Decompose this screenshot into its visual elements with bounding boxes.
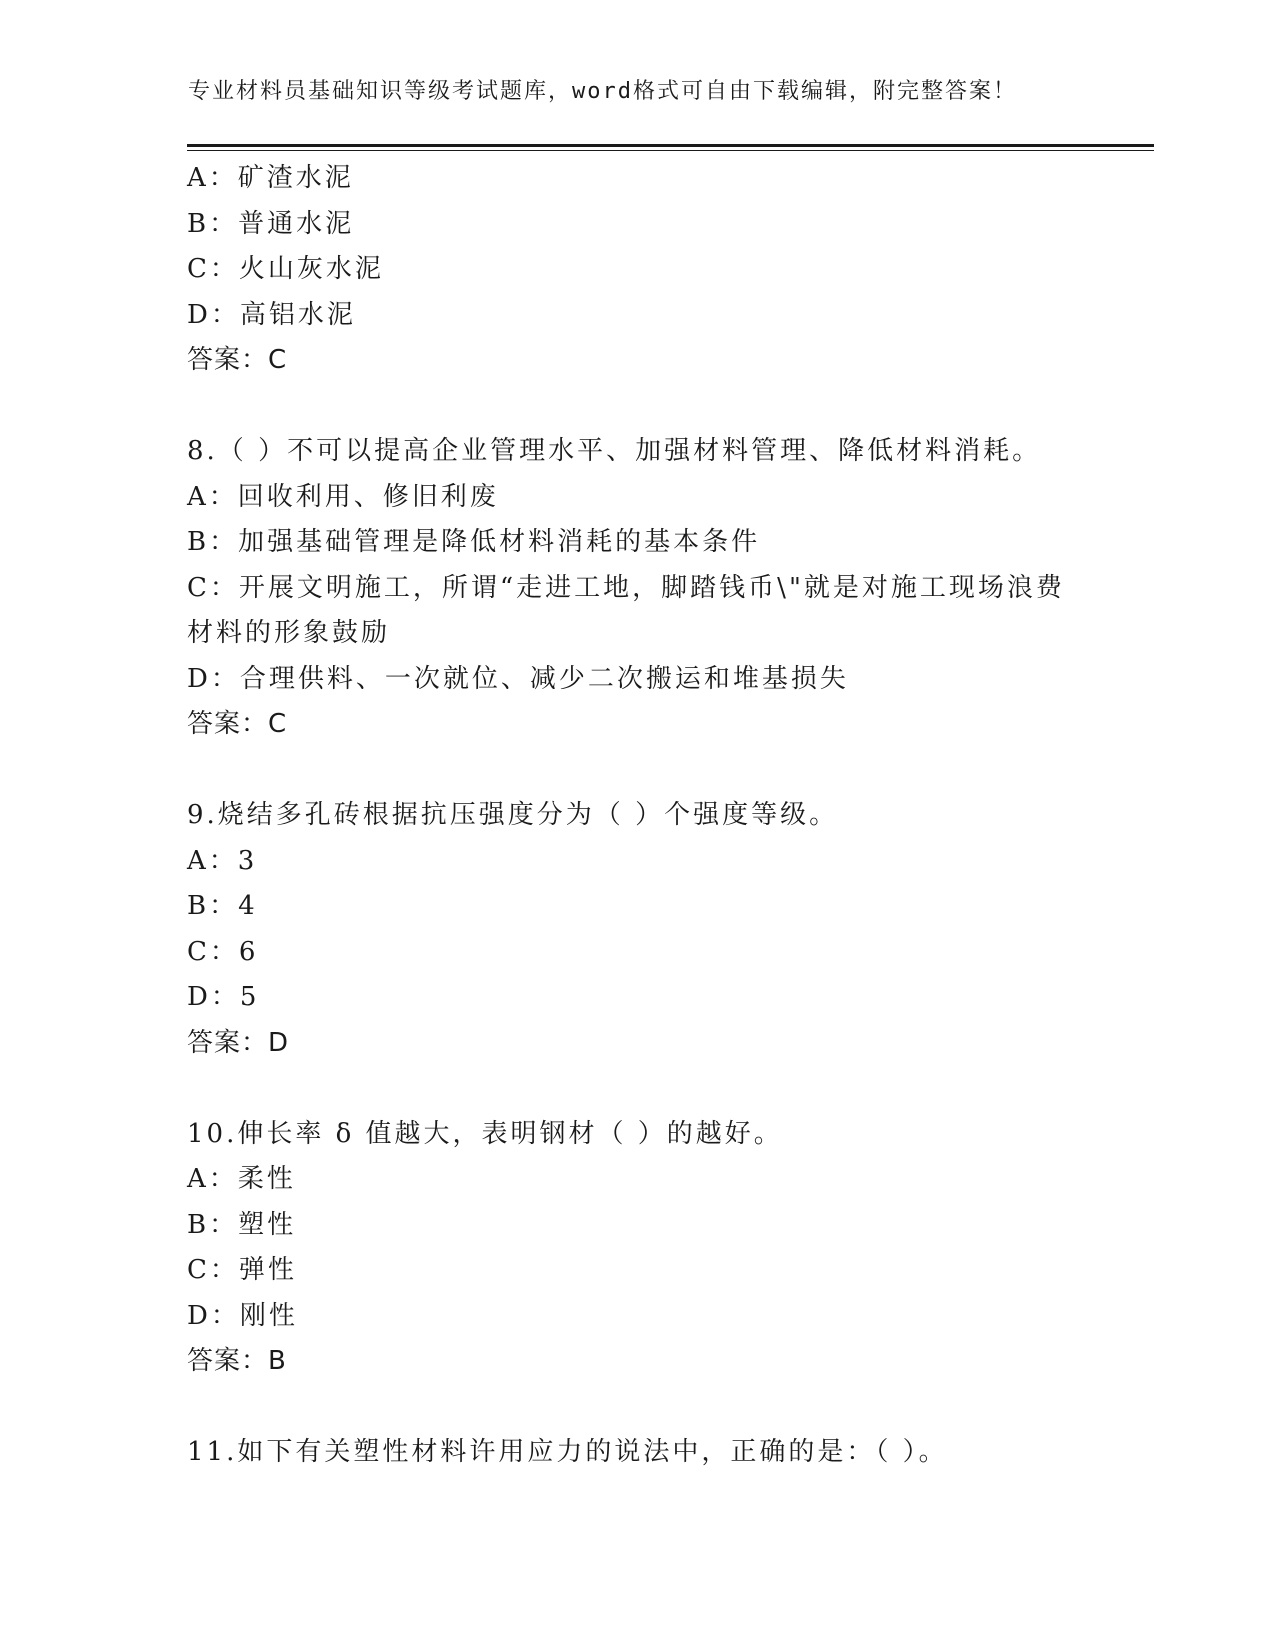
- option-c: C：6: [187, 936, 259, 967]
- page-header: 专业材料员基础知识等级考试题库，word格式可自由下载编辑，附完整答案！: [188, 79, 1017, 104]
- option-b: B：4: [187, 891, 258, 921]
- question-10: [187, 1112, 1087, 1385]
- spacer: [187, 748, 1087, 794]
- answer: 答案：D: [187, 1027, 290, 1058]
- answer: 答案：C: [187, 345, 288, 375]
- option-c-continued: 材料的形象鼓励: [187, 618, 391, 648]
- option-d: D：合理供料、一次就位、减少二次搬运和堆基损失: [187, 663, 849, 694]
- option-c: C：火山灰水泥: [187, 254, 384, 284]
- question-9: [187, 793, 1087, 1066]
- option-c: C：开展文明施工，所谓“走进工地，脚踏钱币\"就是对施工现场浪费: [187, 572, 1065, 603]
- option-a: A：回收利用、修旧利废: [187, 481, 499, 512]
- question-list: [187, 156, 1087, 1476]
- spacer: [187, 1066, 1087, 1112]
- option-d: D：5: [187, 982, 260, 1012]
- spacer: [187, 1385, 1087, 1431]
- answer: 答案：B: [187, 1346, 287, 1376]
- answer: 答案：C: [187, 709, 288, 739]
- question-text: 8.（ ）不可以提高企业管理水平、加强材料管理、降低材料消耗。: [187, 436, 1042, 466]
- option-a: A：柔性: [187, 1164, 296, 1194]
- option-b: B：加强基础管理是降低材料消耗的基本条件: [187, 527, 761, 557]
- question-text: 9.烧结多孔砖根据抗压强度分为（ ）个强度等级。: [187, 800, 839, 830]
- question-11: [187, 1430, 1087, 1476]
- header-rule-thick: [187, 144, 1154, 147]
- question-text: 11.如下有关塑性材料许用应力的说法中，正确的是：（ ）。: [187, 1437, 948, 1467]
- option-a: A：3: [187, 845, 258, 876]
- option-c: C：弹性: [187, 1255, 297, 1285]
- question-7: [187, 156, 1087, 384]
- option-d: D：刚性: [187, 1300, 298, 1331]
- header-rule-thin: [187, 150, 1154, 151]
- option-b: B：塑性: [187, 1209, 297, 1240]
- spacer: [187, 384, 1087, 430]
- option-a: A：矿渣水泥: [187, 163, 354, 193]
- option-d: D：高铝水泥: [187, 299, 356, 330]
- option-b: B：普通水泥: [187, 208, 355, 239]
- question-8: [187, 429, 1087, 748]
- question-text: 10.伸长率 δ 值越大，表明钢材（ ）的越好。: [187, 1118, 783, 1149]
